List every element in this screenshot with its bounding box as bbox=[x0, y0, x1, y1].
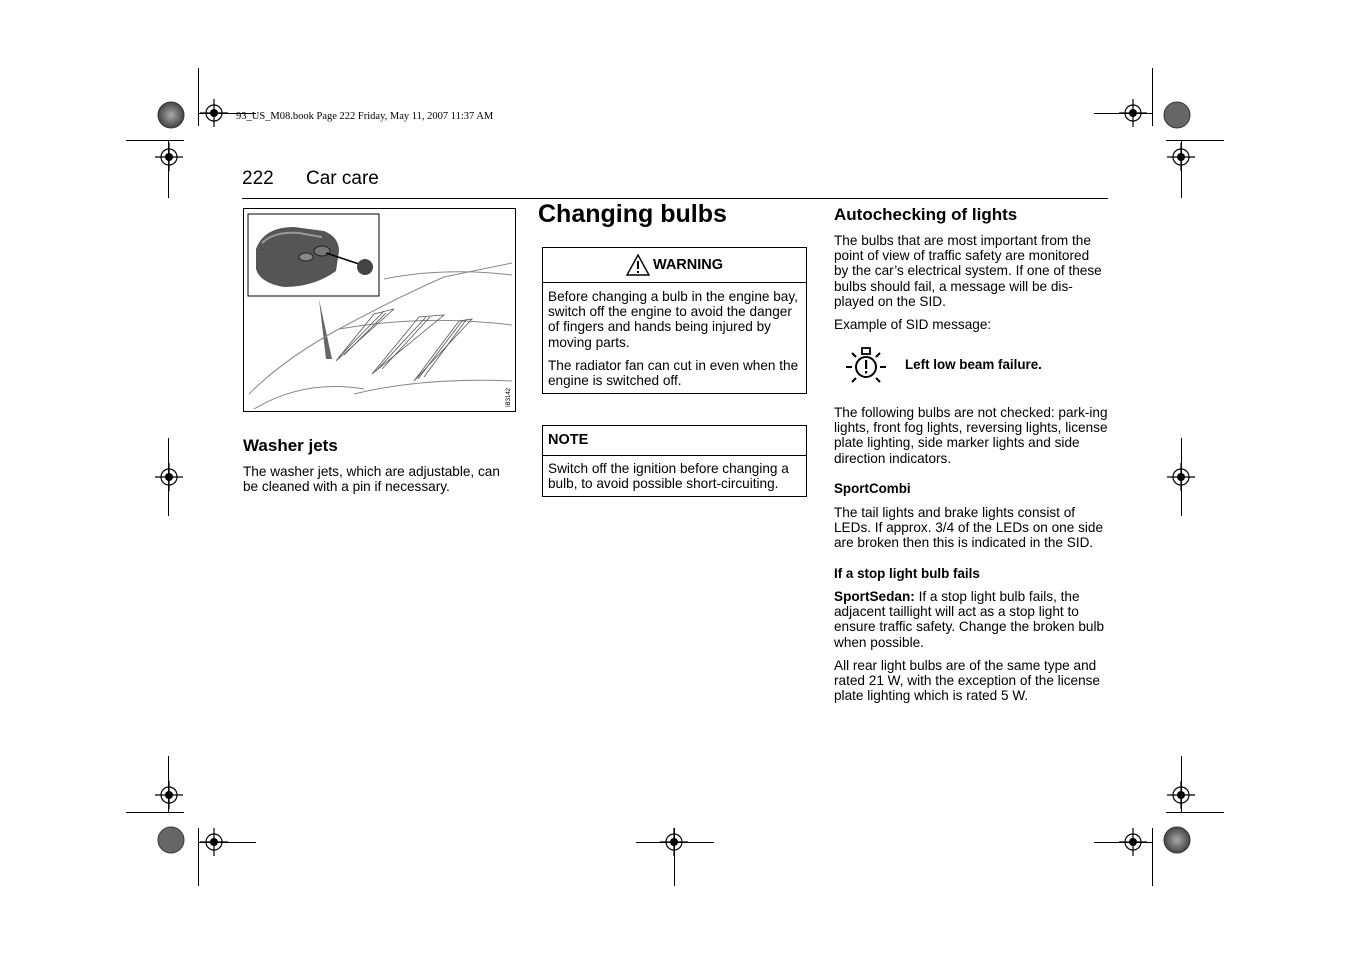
warning-header bbox=[543, 248, 806, 283]
book-slug: 93_US_M08.book Page 222 Friday, May 11, 2007 11:37 AM bbox=[236, 111, 494, 122]
changing-bulbs-title: Changing bulbs bbox=[538, 200, 727, 228]
rear-bulbs-text: All rear light bulbs are of the same type and rated 21 W, with the exception of the license plate lighting which is rated 5 W. bbox=[834, 658, 1100, 704]
warning-text-1: Before changing a bulb in the engine bay, switch off the engine to avoid the danger of fingers and hands being injured by moving parts. bbox=[548, 289, 798, 350]
sid-message: Left low beam failure. bbox=[905, 357, 1042, 372]
sid-example-label: Example of SID message: bbox=[834, 317, 992, 332]
sportsedan-label: SportSedan: bbox=[834, 589, 915, 604]
figure-code: IB3142 bbox=[506, 387, 512, 407]
autocheck-heading: Autochecking of lights bbox=[834, 205, 1018, 224]
note-text: Switch off the ignition before changing a bulb, to avoid possible short-circuiting. bbox=[548, 461, 789, 492]
autocheck-intro: The bulbs that are most important from the point of view of traffic safety are monitored by the car’s electrical system. If one of these bulbs should fail, a message will be dis-played on the SID. bbox=[834, 233, 1102, 309]
section-title: Car care bbox=[306, 168, 379, 189]
header-rule bbox=[242, 198, 1108, 199]
not-checked-text: The following bulbs are not checked: park-ing lights, front fog lights, reversing lights, license plate lighting, side marker lights and side direction indicators. bbox=[834, 405, 1108, 466]
note-label: NOTE bbox=[543, 426, 806, 456]
note-box bbox=[542, 425, 807, 497]
warning-label: WARNING bbox=[652, 257, 724, 273]
warning-box bbox=[542, 247, 807, 394]
washer-jet-illustration bbox=[243, 208, 516, 412]
washer-text: The washer jets, which are adjustable, can be cleaned with a pin if necessary. bbox=[243, 464, 500, 495]
stoplight-heading: If a stop light bulb fails bbox=[834, 566, 980, 581]
sportcombi-text: The tail lights and brake lights consist of LEDs. If approx. 3/4 of the LEDs on one side are broken then this is indicated in the SID. bbox=[834, 505, 1104, 551]
bulb-failure-icon bbox=[844, 346, 890, 388]
washer-heading: Washer jets bbox=[243, 436, 338, 455]
sportsedan-text: If a stop light bulb fails, the adjacent taillight will act as a stop light to ensure traffic safety. Change the broken bulb when possible. bbox=[834, 589, 1105, 650]
sportcombi-heading: SportCombi bbox=[834, 481, 911, 496]
page-number: 222 bbox=[242, 168, 274, 189]
sportsedan-paragraph bbox=[834, 589, 1106, 650]
warning-triangle-icon bbox=[626, 254, 650, 276]
warning-text-2: The radiator fan can cut in even when the engine is switched off. bbox=[548, 358, 799, 389]
